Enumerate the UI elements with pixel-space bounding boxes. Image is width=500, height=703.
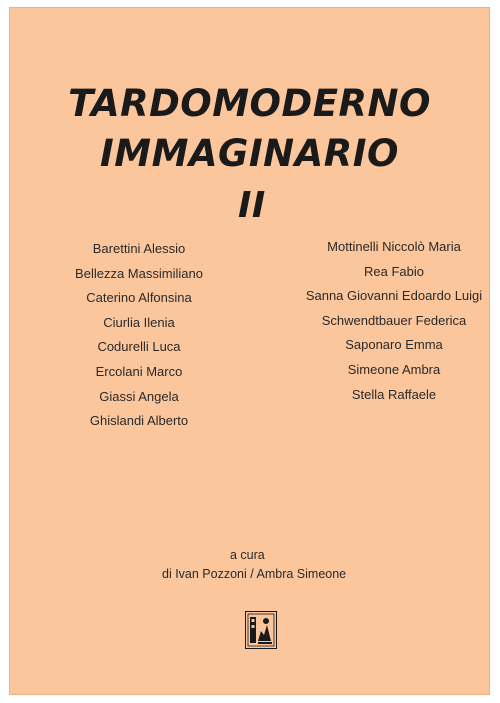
- author-name: Saponaro Emma: [345, 337, 443, 353]
- title-line-2: IMMAGINARIO: [100, 132, 399, 175]
- author-name: Codurelli Luca: [97, 339, 181, 355]
- author-name: Ghislandi Alberto: [89, 413, 189, 429]
- editors-label: a cura: [230, 548, 265, 562]
- author-name: Ercolani Marco: [95, 363, 183, 379]
- authors-list-left: [54, 237, 224, 434]
- publisher-logo-icon: [245, 611, 277, 649]
- author-name: Sanna Giovanni Edoardo Luigi: [305, 288, 483, 304]
- title-volume-number: II: [238, 185, 266, 226]
- book-cover: [9, 7, 490, 695]
- author-name: Mottinelli Niccolò Maria: [327, 239, 461, 254]
- author-name: Simeone Ambra: [347, 361, 441, 377]
- author-name: Rea Fabio: [364, 263, 424, 279]
- authors-list-right: [294, 235, 494, 407]
- author-name: Schwendtbauer Federica: [321, 312, 467, 328]
- author-name: Caterino Alfonsina: [86, 290, 192, 306]
- author-name: Bellezza Massimiliano: [75, 265, 203, 281]
- title-line-1: TARDOMODERNO: [68, 82, 431, 125]
- author-name: Giassi Angela: [99, 388, 179, 404]
- editors-names: di Ivan Pozzoni / Ambra Simeone: [162, 567, 347, 581]
- author-name: Ciurlia Ilenia: [103, 314, 175, 330]
- author-name: Stella Raffaele: [351, 386, 437, 402]
- author-name: Barettini Alessio: [92, 241, 186, 256]
